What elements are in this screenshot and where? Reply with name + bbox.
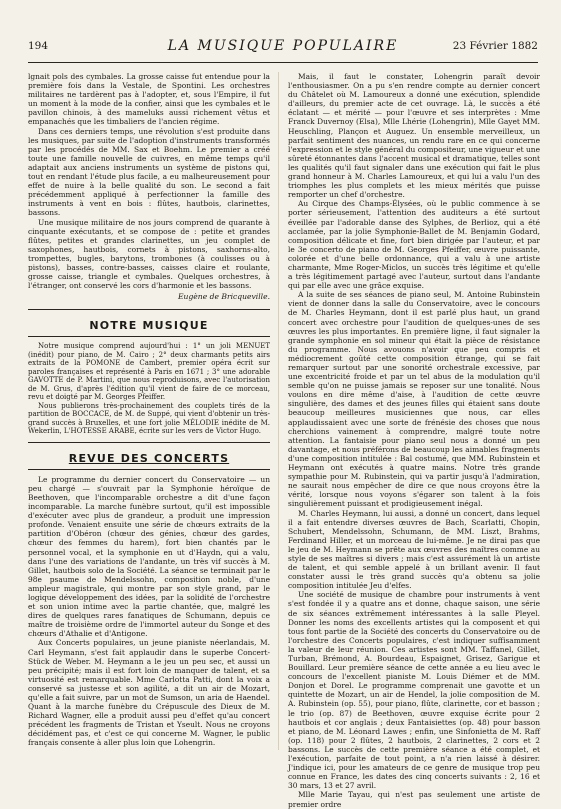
page-header xyxy=(28,38,538,63)
article-paragraph: Dans ces derniers temps, une révolution s'est produite dans les musiques, par suite de l'adoption d'instruments transformés par les procédés de MM. Sax et Boehm. Le premier a créé toute une famille nouvelle de cuivres, en même temps qu'il adaptait aux anciens instruments un système de pistons qui, tout en rendant l'étude plus facile, a eu malheureusement pour effet de nuire à la belle qualité du son. Le second a fait précédemment appliqué à perfectionner la famille des instruments à vent en bois : flûtes, hautbois, clarinettes, bassons. xyxy=(28,126,270,218)
section-title: REVUE DES CONCERTS xyxy=(68,451,230,465)
section-title: NOTRE MUSIQUE xyxy=(89,319,209,333)
issue-date: 23 Février 1882 xyxy=(452,40,538,52)
article-paragraph: A la suite de ses séances de piano seul, M. Antoine Rubinstein vient de donner dans la salle du Conservatoire, avec le concours de M. Charles Heymann, dont il est parlé plus haut, un grand concert avec orchestre pour l'audition de quelques-unes de ses œuvres les plus importantes. En première ligne, il faut signaler la grande symphonie en sol mineur qui était la pièce de résistance du programme. Nous avouons n'avoir que peu compris et médiocrement goûté cette composition étrange, qui se fait remarquer surtout par une sonorité orchestrale excessive, par une excentricité froide et par un tel abus de la modulation qu'il semble qu'on ne puisse jamais se reposer sur une tonalité. Nous voulons en dire même d'aise, à l'audition de cette œuvre singulière, des dames et des jeunes filles qui étaient sans doute beaucoup meilleures musiciennes que nous, car elles applaudissaient avec une sorte de frénésie des choses que nous cherchions vainement à comprendre, malgré toute notre attention. La fantaisie pour piano seul nous a donné un peu davantage, et nous préférons de beaucoup les aimables fragments d'une composition intitulée : Bal costumé, que MM. Rubinstein et Heymann ont exécutés à quatre mains. Notre très grande sympathie pour M. Rubinstein, qui va partir jusqu'à l'admiration, ne saurait nous empêcher de dire ce que nous croyons être la vérité, lorsque nous voyons s'égarer son talent à la fois singulièrement puissant et prodigieusement inégal. xyxy=(288,290,540,509)
left-column xyxy=(28,72,270,750)
article-paragraph: Une musique militaire de nos jours comprend de quarante à cinquante exécutants, et se compose de : petite et grandes flûtes, petites et grandes clarinettes, un jeu complet de saxophones, hautbois, cornets à pistons, saxhorns-alto, trompettes, bugles, barytons, trombones (à coulisses ou à pistons), basses, contre-basses, caisses claire et roulante, grosse caisse, triangle et cymbales. Quelques orchestres, à l'étranger, ont conservé les cors d'harmonie et les bassons. xyxy=(28,217,270,291)
concerts-paragraph: Le programme du dernier concert du Conservatoire — un peu chargé — s'ouvrait par la Symphonie héroïque de Beethoven, que l'incomparable orchestre a dit d'une façon incomparable. La marche funèbre surtout, qu'il est impossible d'exécuter avec plus de grandeur, a produit une impression profonde. Venaient ensuite une série de chœurs extraits de la partition d'Obéron (chœur des génies, chœur des gardes, chœur des femmes du harem), fort bien chantés par le personnel vocal, et la symphonie en ut d'Haydn, qui a valu, dans l'une des variations de l'andante, un très vif succès à M. Gillet, hautbois solo de la Société. La séance se terminait par le 98e psaume de Mendelssohn, composition noble, d'une ampleur magistrale, qui montre par son style grand, par le logique développement des idées, par la solidité de l'orchestre et son union intime avec la partie chantée, que, malgré les dires de quelques rares fanatiques de Schumann, depuis ce maître de troisième ordre de l'immortel auteur du Songe et des chœurs d'Athalie et d'Antigone. xyxy=(28,474,270,639)
journal-title: LA MUSIQUE POPULAIRE xyxy=(167,38,399,54)
concerts-paragraph: Aux Concerts populaires, un jeune pianiste néerlandais, M. Carl Heymann, s'est fait applaudir dans le superbe Concert-Stück de Weber. M. Heymann a le jeu un peu sec, et aussi un peu précipité; mais il est fort loin de manquer de talent, et sa virtuosité est remarquable. Mme Carlotta Patti, dont la voix a conservé sa justesse et son agilité, a dit un air de Mozart, qu'elle a fait suivre, par un mot de Sumson, un aria de Haendel. Quant à la marche funèbre du Crépuscule des Dieux de M. Richard Wagner, elle a produit aussi peu d'effet qu'au concert précédent les fragments de Tristan et Yseult. Nous ne croyons décidément pas, et c'est ce qui concerne M. Wagner, le public français consente à aller plus loin que Lohengrin. xyxy=(28,638,270,748)
article-paragraph: M. Charles Heymann, lui aussi, a donné un concert, dans lequel il a fait entendre diverses œuvres de Bach, Scarlatti, Chopin, Schubert, Mendelssohn, Schumann, de MM. Liszt, Brahms, Ferdinand Hiller, et un morceau de lui-même. Je ne dirai pas que le jeu de M. Heymann se prête aux œuvres des maîtres comme au style de ses maîtres si divers ; mais c'est assurément là un artiste de talent, et qui semble appelé à un brillant avenir. Il faut constater aussi le très grand succès qu'a obtenu sa jolie composition intitulée Jeu d'elfes. xyxy=(288,508,540,591)
notes-paragraph: Nous publierons très-prochainement des couplets tirés de la partition de BOCCACE, de M. de Suppé, qui vient d'obtenir un très-grand succès à Bruxelles, et une fort jolie MÉLODIE inédite de M. Wekerlin, L'HOTESSE ARABE, écrite sur les vers de Victor Hugo. xyxy=(28,401,270,436)
article-paragraph: Mlle Marie Tayau, qui n'est pas seulement une artiste de premier ordre xyxy=(288,790,540,809)
article-paragraph: Au Cirque des Champs-Élysées, où le public commence à se porter sérieusement, l'attention des auditeurs a été surtout éveillée par l'adorable danse des Sylphes, de Berlioz, qui a été acclamée, par la jolie Symphonie-Ballet de M. Benjamin Godard, composition délicate et fine, fort bien dirigée par l'auteur, et par le 3e concerto de piano de M. Georges Pfeiffer, œuvre puissante, colorée et d'une belle ordonnance, qui a valu à une artiste charmante, Mme Roger-Miclos, un succès très légitime et qu'elle a très légitimement partagé avec l'auteur, surtout dans l'andante qui par elle avec une grâce exquise. xyxy=(288,199,540,291)
right-column xyxy=(288,72,540,809)
column-divider xyxy=(278,72,279,750)
notes-paragraph: Notre musique comprend aujourd'hui : 1° un joli MENUET (inédit) pour piano, de M. Cairo ; 2° deux charmants petits airs extraits de la POMONE de Cambert, premier opéra écrit sur paroles françaises et représenté à Paris en 1671 ; 3° une adorable GAVOTTE de P. Martini, que nous reproduisons, avec l'autorisation de M. Grus, d'après l'édition qu'il vient de faire de ce morceau, revu et doigté par M. Georges Pfeiffer. xyxy=(28,342,270,402)
author-signature: Eugène de Bricqueville. xyxy=(178,292,270,302)
article-paragraph: Mais, il faut le constater, Lohengrin paraît devoir l'enthousiasmer. On a pu s'en rendre compte au dernier concert du Châtelet où M. Lamoureux a donné une exécution, splendide d'ailleurs, du premier acte de cet ouvrage. Là, le succès a été éclatant — et mérité — pour l'œuvre et ses interprètes : Mme Franck Duvernoy (Elsa), Mlle Lhérie (Lohengrin), Mlle Gayet MM. Heuschling, Plançon et Auguez. Un ensemble merveilleux, un parfait sentiment des nuances, un rendu rare en ce qui concerne l'expression et le style général du compositeur, une vigueur et une sûreté étonnantes dans l'accent musical et dramatique, telles sont les qualités qu'il faut signaler dans une exécution qui fait le plus grand honneur à M. Charles Lamoureux, et qui lui a valu l'un des triomphes les plus complets et les mieux mérités que puisse remporter un chef d'orchestre. xyxy=(288,72,540,200)
article-paragraph: Une société de musique de chambre pour instruments à vent s'est fondée il y a quatre ans et donne, chaque saison, une série de six séances extrêmement intéressantes à la salle Pleyel. Donner les noms des excellents artistes qui la composent et qui tous font partie de la Société des concerts du Conservatoire ou de l'orchestre des Concerts populaires, c'est indiquer suffisamment la valeur de leur réunion. Ces artistes sont MM. Taffanel, Gillet, Turban, Brémond, A. Bourdeau, Espaignet, Grisez, Garigue et Bouillard. Leur première séance de cette année a eu lieu avec le concours de l'excellent pianiste M. Louis Diémer et de MM. Donjon et Dorel. Le programme comprenait une gavotte et un quintette de Mozart, un air de Hendel, la jolie composition de M. A. Rubinstein (op. 55), pour piano, flûte, clarinette, cor et basson ; le trio (op. 87) de Beethoven, œuvre exquise écrite pour 2 hautbois et cor anglais ; deux Fantaisiettes (op. 48) pour basson et piano, de M. Léonard Lawes ; enfin, une Sinfonietta de M. Raff (op. 118) pour 2 flûtes, 2 hautbois, 2 clarinettes, 2 cors et 2 bassons. Le succès de cette première séance a été complet, et l'exécution, parfaite de tout point, a n'a rien laissé à désirer. J'indique ici, pour les amateurs de ce genre de musique trop peu connue en France, les dates des cinq concerts suivants : 2, 16 et 30 mars, 13 et 27 avril. xyxy=(288,590,540,791)
notre-musique-section xyxy=(28,342,270,436)
notre-musique-heading xyxy=(28,309,270,337)
article-paragraph: lgnait pols des cymbales. La grosse caisse fut entendue pour la première fois dans la Vestale, de Spontini. Les orchestres militaires ne tardèrent pas à l'adopter, et, sous l'Empire, il fut un moment à la mode de la confier, ainsi que les cymbales et le pavillon chinois, à des mameluks aussi richement vêtus et empanachés que les timbaliers de l'ancien régime. xyxy=(28,72,270,127)
revue-concerts-heading xyxy=(28,442,270,470)
page-number: 194 xyxy=(28,40,49,52)
